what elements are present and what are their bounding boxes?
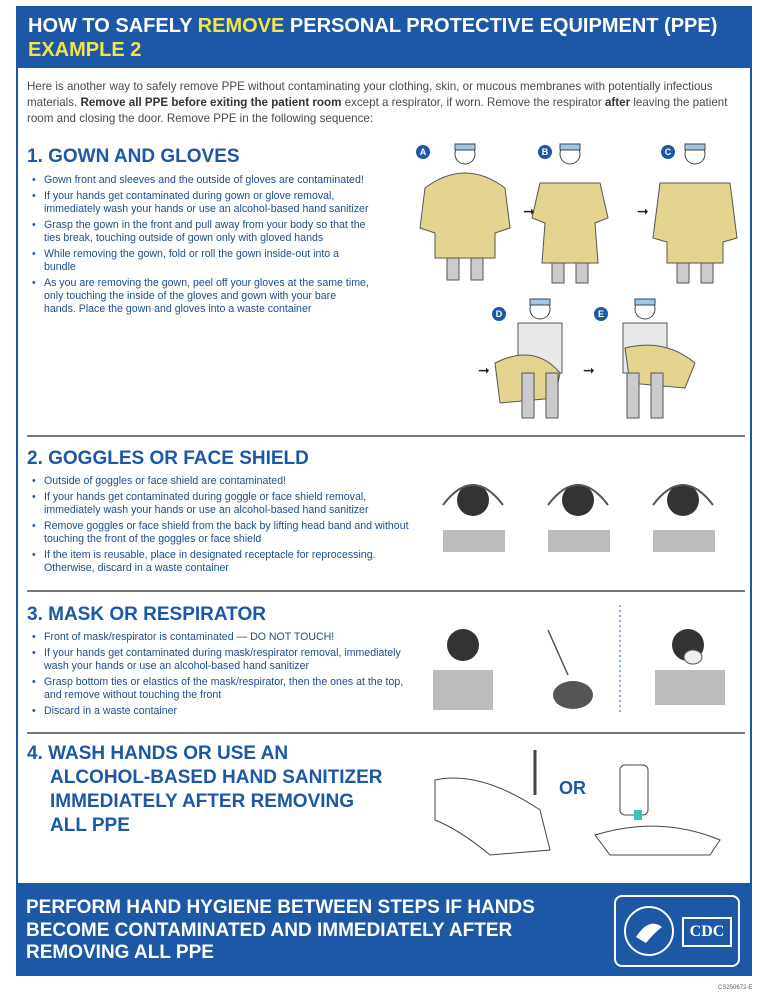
- bullet: • Discard in a waste container: [30, 705, 415, 718]
- bullet: • Remove goggles or face shield from the back by lifting head band and without touching the front of the goggles or face shield: [30, 520, 415, 546]
- arrow-icon: ➞: [478, 362, 490, 378]
- intro-text-3: leaving the patient room and closing the door. Remove PPE in the following sequence:: [27, 96, 728, 125]
- bullet: • Grasp the gown in the front and pull away from your body so that the ties break, touching outside of gown only with gloved hands: [30, 219, 370, 245]
- arrow-icon: ➞: [583, 362, 595, 378]
- footer-banner: [16, 883, 752, 976]
- goggles-removal-illustration: [418, 470, 743, 555]
- bullet: • If your hands get contaminated during goggle or face shield removal, immediately wash your hands or use an alcohol-based hand sanitizer: [30, 491, 415, 517]
- section-2-bullets: [30, 475, 415, 578]
- bullet: • Front of mask/respirator is contaminated — DO NOT TOUCH!: [30, 631, 415, 644]
- divider: [27, 732, 745, 734]
- header-banner: [16, 6, 752, 68]
- step-badge-c: C: [661, 145, 675, 159]
- bullet: • As you are removing the gown, peel off your gloves at the same time, only touching the inside of the gloves and gown with your bare hands. Place the gown and gloves into a waste container: [30, 277, 370, 316]
- footer-message: [26, 897, 596, 965]
- step-badge-a: A: [416, 145, 430, 159]
- handwashing-illustration: [430, 750, 560, 865]
- arrow-icon: ➞: [523, 203, 535, 219]
- gown-removal-illustration: [405, 138, 745, 423]
- section-1-bullets: [30, 174, 370, 319]
- title-highlight: REMOVE: [197, 15, 285, 37]
- hhs-cdc-logo: [614, 895, 740, 967]
- hand-sanitizer-illustration: [590, 755, 730, 865]
- intro-bold-1: Remove all PPE before exiting the patient room: [80, 96, 342, 109]
- bullet: • If your hands get contaminated during mask/respirator removal, immediately wash your hands or use an alcohol-based hand sanitizer: [30, 647, 415, 673]
- step-badge-b: B: [538, 145, 552, 159]
- footer-line: PERFORM HAND HYGIENE BETWEEN STEPS IF HANDS: [26, 897, 535, 918]
- arrow-icon: ➞: [637, 203, 649, 219]
- divider: [27, 590, 745, 592]
- section-3-title: 3. MASK OR RESPIRATOR: [27, 604, 266, 625]
- cdc-logo-text: CDC: [682, 917, 732, 947]
- mask-removal-illustration: [418, 605, 743, 715]
- document-code: CS250672-E: [718, 985, 753, 991]
- intro-bold-2: after: [604, 96, 631, 109]
- title-suffix: PERSONAL PROTECTIVE EQUIPMENT (PPE): [284, 15, 718, 37]
- page-subtitle: EXAMPLE 2: [28, 39, 142, 61]
- bullet: • Outside of goggles or face shield are contaminated!: [30, 475, 415, 488]
- bullet: • Gown front and sleeves and the outside of gloves are contaminated!: [30, 174, 370, 187]
- section-3-bullets: [30, 631, 415, 721]
- bullet: • Grasp bottom ties or elastics of the mask/respirator, then the ones at the top, and remove without touching the front: [30, 676, 415, 702]
- figure-e: [623, 299, 695, 418]
- figure-b: [532, 144, 608, 283]
- figure-c: [653, 144, 737, 283]
- step4-line: ALL PPE: [50, 815, 130, 836]
- footer-line: BECOME CONTAMINATED AND IMMEDIATELY AFTER: [26, 919, 513, 941]
- bullet: • If your hands get contaminated during gown or glove removal, immediately wash your hands or use an alcohol-based hand sanitizer: [30, 190, 370, 216]
- step-badge-d: D: [492, 307, 506, 321]
- page-title: [28, 14, 717, 62]
- section-1-title: 1. GOWN AND GLOVES: [27, 146, 240, 167]
- bullet: • If the item is reusable, place in designated receptacle for reprocessing. Otherwise, discard in a waste container: [30, 549, 415, 575]
- divider: [27, 435, 745, 437]
- or-label: OR: [559, 778, 586, 798]
- section-2-title: 2. GOGGLES OR FACE SHIELD: [27, 448, 309, 469]
- footer-line: REMOVING ALL PPE: [26, 942, 214, 963]
- section-4-title: [27, 742, 383, 838]
- figure-a: [420, 144, 510, 280]
- intro-text-2: except a respirator, if worn. Remove the respirator: [341, 96, 605, 109]
- step4-line: IMMEDIATELY AFTER REMOVING: [50, 791, 355, 812]
- step-badge-e: E: [594, 307, 608, 321]
- step4-line: ALCOHOL-BASED HAND SANITIZER: [50, 767, 383, 788]
- intro-text-1: Here is another way to safely remove PPE without contaminating your clothing, skin, or mucous membranes with potentially infectious materials.: [27, 80, 713, 109]
- bullet: • While removing the gown, fold or roll the gown inside-out into a bundle: [30, 248, 370, 274]
- intro-paragraph: [27, 79, 742, 127]
- step4-line: 4. WASH HANDS OR USE AN: [27, 743, 289, 764]
- title-prefix: HOW TO SAFELY: [28, 15, 198, 37]
